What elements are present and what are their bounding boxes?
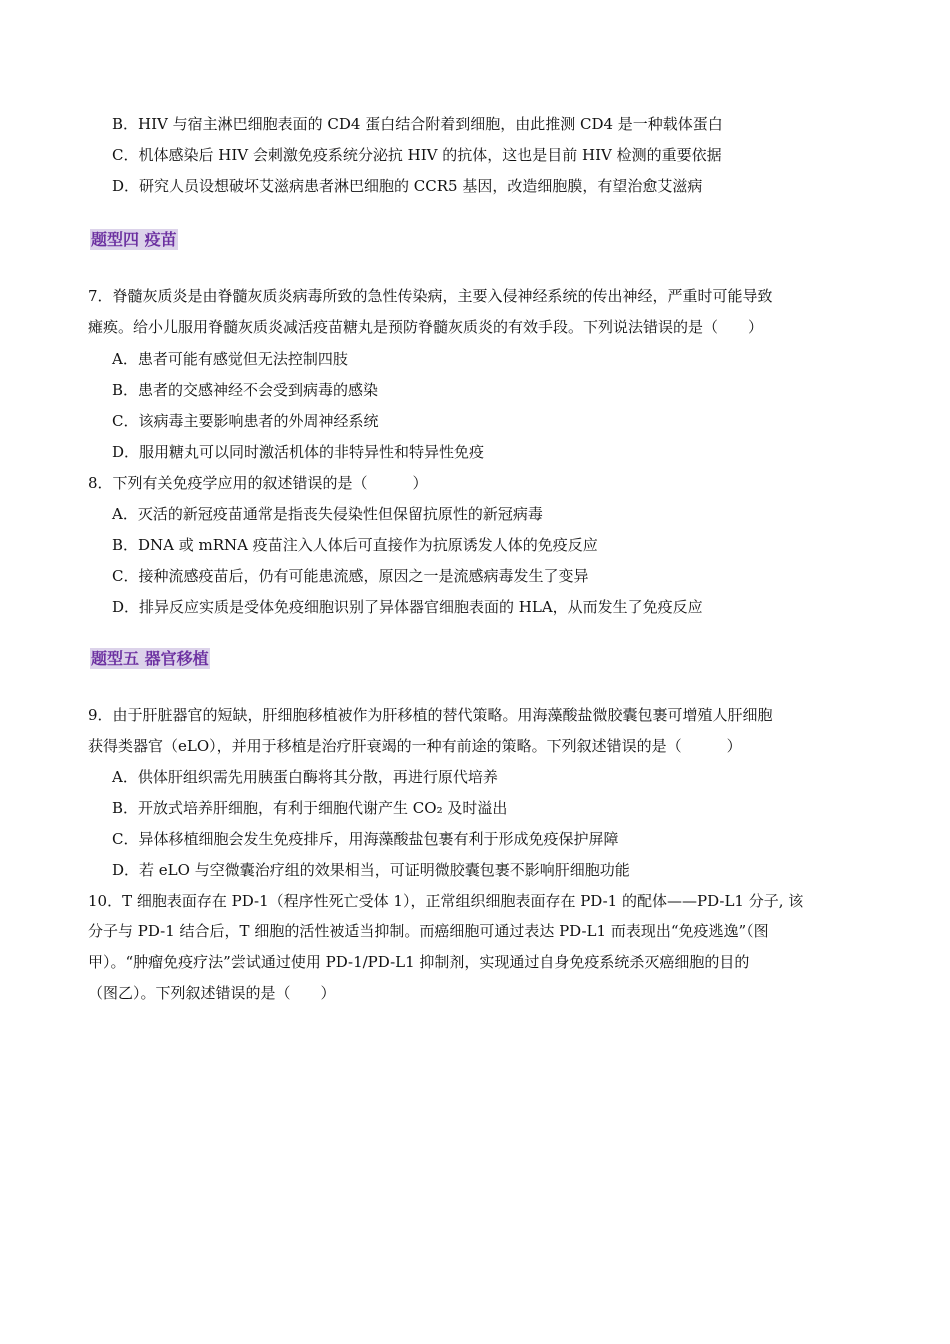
q7-option-b: B．患者的交感神经不会受到病毒的感染 xyxy=(112,381,379,399)
q9-option-a: A．供体肝组织需先用胰蛋白酶将其分散，再进行原代培养 xyxy=(112,768,498,786)
q9-stem-line-2: 获得类器官（eLO），并用于移植是治疗肝衰竭的一种有前途的策略。下列叙述错误的是（ ） xyxy=(88,737,742,755)
q8-option-d: D．排异反应实质是受体免疫细胞识别了异体器官细胞表面的 HLA，从而发生了免疫反应 xyxy=(112,598,703,616)
q10-stem-line-4: （图乙）。下列叙述错误的是（ ） xyxy=(88,984,336,1002)
section-heading-text: 题型四 疫苗 xyxy=(91,230,177,249)
q8-stem-line-1: 8．下列有关免疫学应用的叙述错误的是（ ） xyxy=(88,474,428,492)
section-heading-organ-transplant xyxy=(88,648,212,670)
q7-stem-line-1: 7．脊髓灰质炎是由脊髓灰质炎病毒所致的急性传染病，主要入侵神经系统的传出神经，严重时可能导致 xyxy=(88,287,773,305)
q9-option-d: D．若 eLO 与空微囊治疗组的效果相当，可证明微胶囊包裹不影响肝细胞功能 xyxy=(112,861,630,879)
q6-option-c: C．机体感染后 HIV 会刺激免疫系统分泌抗 HIV 的抗体，这也是目前 HIV 检测的重要依据 xyxy=(112,146,722,164)
section-heading-vaccine xyxy=(88,229,180,251)
q7-option-c: C．该病毒主要影响患者的外周神经系统 xyxy=(112,412,379,430)
q7-stem-line-2: 瘫痪。给小儿服用脊髓灰质炎减活疫苗糖丸是预防脊髓灰质炎的有效手段。下列说法错误的是（ ） xyxy=(88,318,764,336)
q10-stem-line-3: 甲）。“肿瘤免疫疗法”尝试通过使用 PD-1/PD-L1 抑制剂，实现通过自身免疫系统杀灭癌细胞的目的 xyxy=(88,953,750,971)
q8-option-b: B．DNA 或 mRNA 疫苗注入人体后可直接作为抗原诱发人体的免疫反应 xyxy=(112,536,598,554)
q8-option-c: C．接种流感疫苗后，仍有可能患流感，原因之一是流感病毒发生了变异 xyxy=(112,567,589,585)
q8-option-a: A．灭活的新冠疫苗通常是指丧失侵染性但保留抗原性的新冠病毒 xyxy=(112,505,543,523)
q7-option-d: D．服用糖丸可以同时激活机体的非特异性和特异性免疫 xyxy=(112,443,485,461)
q6-option-d: D．研究人员设想破坏艾滋病患者淋巴细胞的 CCR5 基因，改造细胞膜，有望治愈艾滋病 xyxy=(112,177,703,195)
q6-option-b: B．HIV 与宿主淋巴细胞表面的 CD4 蛋白结合附着到细胞，由此推测 CD4 是一种载体蛋白 xyxy=(112,115,723,133)
q7-option-a: A．患者可能有感觉但无法控制四肢 xyxy=(112,350,348,368)
q9-option-b: B．开放式培养肝细胞，有利于细胞代谢产生 CO₂ 及时溢出 xyxy=(112,799,508,817)
q10-stem-line-1: 10．T 细胞表面存在 PD-1（程序性死亡受体 1），正常组织细胞表面存在 PD-1 的配体——PD-L1 分子, 该 xyxy=(88,892,804,910)
q9-option-c: C．异体移植细胞会发生免疫排斥，用海藻酸盐包裹有利于形成免疫保护屏障 xyxy=(112,830,619,848)
q9-stem-line-1: 9．由于肝脏器官的短缺，肝细胞移植被作为肝移植的替代策略。用海藻酸盐微胶囊包裹可增殖人肝细胞 xyxy=(88,706,773,724)
section-heading-text: 题型五 器官移植 xyxy=(91,649,209,668)
q10-stem-line-2: 分子与 PD-1 结合后，T 细胞的活性被适当抑制。而癌细胞可通过表达 PD-L1 而表现出“免疫逃逸”（图 xyxy=(88,922,769,940)
